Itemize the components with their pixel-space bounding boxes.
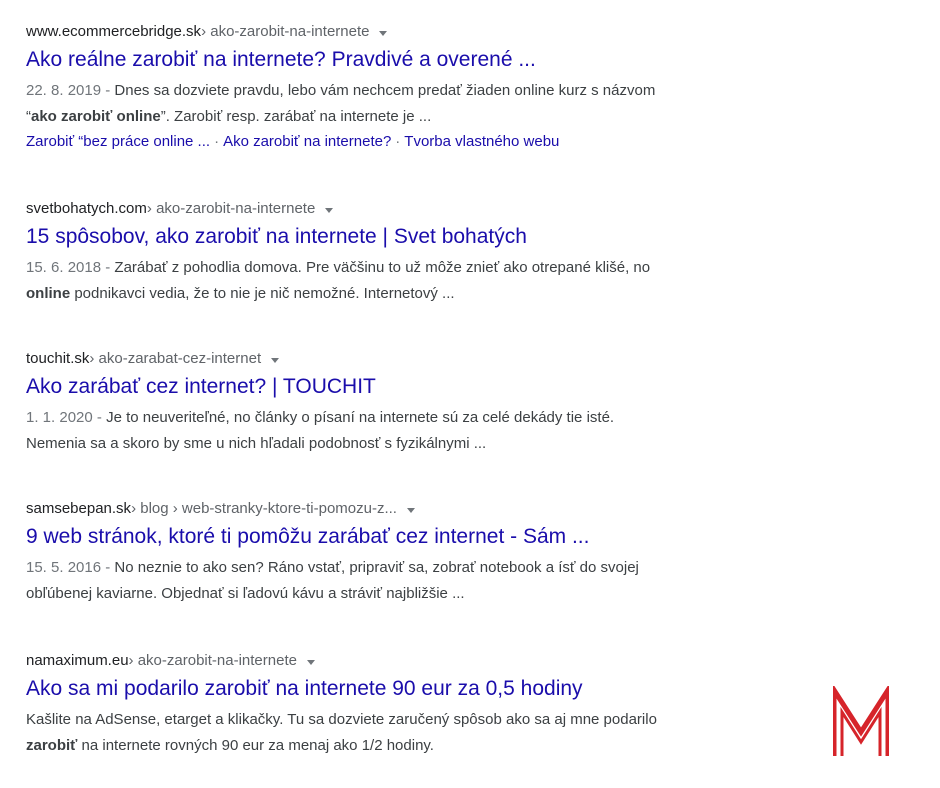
snippet-keyword: zarobiť <box>26 737 78 754</box>
snippet-text: Je to neuveriteľné, no články o písaní na internete sú za celé dekády tie isté. <box>106 409 615 426</box>
result-date: 15. 6. 2018 - <box>26 259 115 276</box>
chevron-down-icon[interactable] <box>325 208 333 213</box>
result-breadcrumb: › ako-zarobit-na-internete <box>146 200 316 217</box>
result-breadcrumb: › blog › web-stranky-ktore-ti-pomozu-z... <box>131 500 397 517</box>
result-title-link[interactable]: Ako zarábať cez internet? | TOUCHIT <box>26 375 376 398</box>
result-url[interactable] <box>26 349 786 369</box>
search-result <box>26 349 786 457</box>
search-result <box>26 22 786 152</box>
result-title-link[interactable]: 9 web stránok, ktoré ti pomôžu zarábať cez internet - Sám ... <box>26 525 590 548</box>
snippet-text: obľúbenej kaviarne. Objednať si ľadovú kávu a stráviť najbližšie ... <box>26 585 465 602</box>
sitelink-separator: · <box>395 133 401 150</box>
brand-logo-icon <box>833 686 889 758</box>
result-snippet <box>26 555 786 607</box>
result-title-link[interactable]: Ako sa mi podarilo zarobiť na internete 90 eur za 0,5 hodiny <box>26 677 583 700</box>
snippet-text: na internete rovných 90 eur za menaj ako 1/2 hodiny. <box>77 737 434 754</box>
snippet-text: Dnes sa dozviete pravdu, lebo vám nechcem predať žiaden online kurz s názvom <box>114 82 656 99</box>
snippet-keyword: ako zarobiť online <box>31 108 161 125</box>
result-url[interactable] <box>26 651 786 671</box>
result-breadcrumb: › ako-zarabat-cez-internet <box>89 350 262 367</box>
sitelinks <box>26 132 786 152</box>
result-title-link[interactable]: Ako reálne zarobiť na internete? Pravdivé a overené ... <box>26 48 536 71</box>
sitelink-separator: · <box>214 133 220 150</box>
snippet-text: podnikavci vedia, že to nie je nič nemožné. Internetový ... <box>70 285 455 302</box>
result-snippet <box>26 78 786 130</box>
snippet-text: “ <box>26 108 31 125</box>
snippet-text: Zarábať z pohodlia domova. Pre väčšinu to už môže znieť ako otrepané klišé, no <box>114 259 651 276</box>
result-url[interactable] <box>26 199 786 219</box>
chevron-down-icon[interactable] <box>307 660 315 665</box>
result-domain: www.ecommercebridge.sk <box>26 23 202 40</box>
snippet-text: No neznie to ako sen? Ráno vstať, pripraviť sa, zobrať notebook a ísť do svojej <box>114 559 639 576</box>
result-domain: namaximum.eu <box>26 652 129 669</box>
chevron-down-icon[interactable] <box>271 358 279 363</box>
sitelink[interactable]: Zarobiť “bez práce online ... <box>26 133 211 150</box>
result-url[interactable] <box>26 22 786 42</box>
result-snippet <box>26 707 786 759</box>
chevron-down-icon[interactable] <box>379 31 387 36</box>
result-url[interactable] <box>26 499 786 519</box>
snippet-text: Kašlite na AdSense, etarget a klikačky. Tu sa dozviete zaručený spôsob ako sa aj mne podarilo <box>26 711 657 728</box>
sitelink[interactable]: Ako zarobiť na internete? <box>223 133 392 150</box>
result-breadcrumb: › ako-zarobit-na-internete <box>128 652 297 669</box>
search-result <box>26 199 786 307</box>
snippet-text: Nemenia sa a skoro by sme u nich hľadali podobnosť s fyzikálnymi ... <box>26 435 487 452</box>
snippet-text: ”. Zarobiť resp. zarábať na internete je ... <box>160 108 432 125</box>
search-result <box>26 499 786 607</box>
result-title-link[interactable]: 15 spôsobov, ako zarobiť na internete | Svet bohatých <box>26 225 527 248</box>
result-date: 15. 5. 2016 - <box>26 559 115 576</box>
result-snippet <box>26 255 786 307</box>
result-snippet <box>26 405 786 457</box>
result-domain: svetbohatych.com <box>26 200 147 217</box>
result-domain: touchit.sk <box>26 350 90 367</box>
chevron-down-icon[interactable] <box>407 508 415 513</box>
result-date: 22. 8. 2019 - <box>26 82 115 99</box>
snippet-keyword: online <box>26 285 71 302</box>
result-date: 1. 1. 2020 - <box>26 409 107 426</box>
result-domain: samsebepan.sk <box>26 500 132 517</box>
result-breadcrumb: › ako-zarobit-na-internete <box>201 23 370 40</box>
search-result <box>26 651 786 759</box>
sitelink[interactable]: Tvorba vlastného webu <box>404 133 560 150</box>
